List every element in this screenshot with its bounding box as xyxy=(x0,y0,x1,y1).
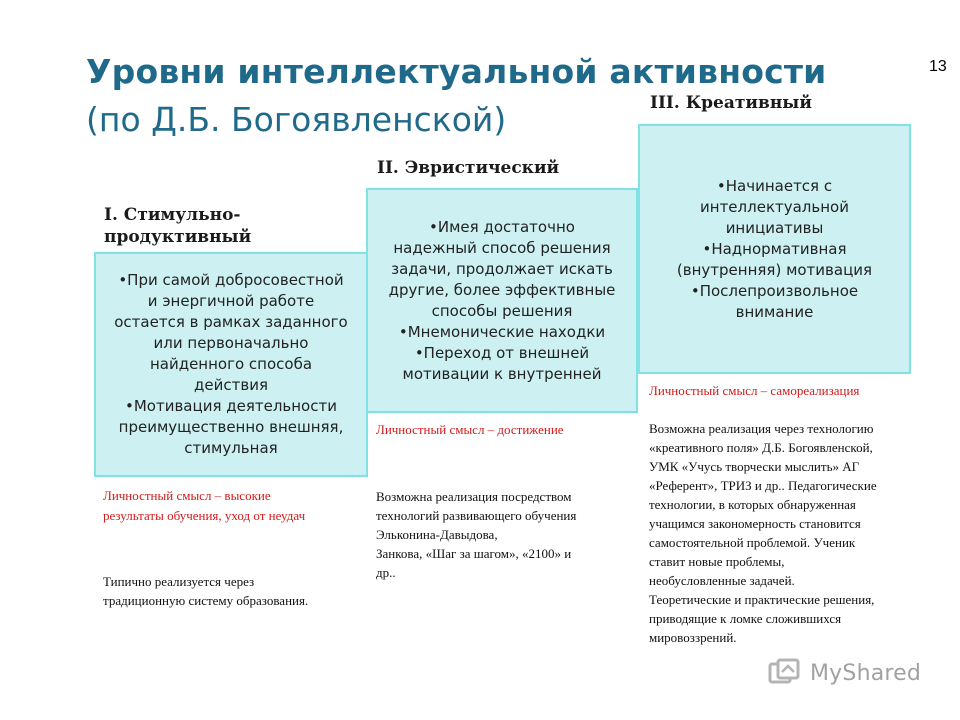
level-1-box xyxy=(94,252,368,477)
level-2-heading-line: II. Эвристический xyxy=(377,158,560,178)
level-3-notes-line: «креативного поля» Д.Б. Богоявленской, xyxy=(649,440,873,455)
level-3-notes-line: Возможна реализация через технологию xyxy=(649,421,874,436)
level-1-notes xyxy=(103,572,308,610)
level-3-box-line: •Надноpмативная xyxy=(702,239,847,258)
level-1-heading xyxy=(104,204,251,248)
level-2-box-line: способы решения xyxy=(431,301,573,320)
level-2-box-line: мотивации к внутренней xyxy=(402,364,602,383)
level-3-box-line: инициативы xyxy=(725,218,824,237)
level-2-box-line: задачи, продолжает искать xyxy=(391,259,613,278)
level-1-meaning xyxy=(103,486,305,526)
level-3-notes-line: приводящие к ломке сложившихся xyxy=(649,611,842,626)
level-3-meaning xyxy=(649,381,859,401)
slide-subtitle: (по Д.Б. Богоявленской) xyxy=(86,100,507,139)
level-2-notes-line: Возможна реализация посредством xyxy=(376,489,572,504)
level-2-box-line: другие, более эффективные xyxy=(388,280,616,299)
level-3-box-line: (внутренняя) мотивация xyxy=(676,260,873,279)
level-1-heading-line: I. Стимульно- xyxy=(104,205,241,225)
level-3-heading-line: III. Креативный xyxy=(650,93,812,113)
level-3-notes-line: необусловленные задачей. xyxy=(649,573,795,588)
level-3-notes-line: мировоззрений. xyxy=(649,630,737,645)
level-3-box-line: интеллектуальной xyxy=(700,197,849,216)
level-3-notes-line: ставит новые проблемы, xyxy=(649,554,785,569)
level-3-box-line: внимание xyxy=(735,302,814,321)
level-3-notes-line: технологии, в которых обнаруженная xyxy=(649,497,856,512)
level-1-box-line: •При самой добросовестной xyxy=(118,271,344,289)
level-2-box-line: •Переход от внешней xyxy=(414,343,590,362)
level-2-notes-line: др.. xyxy=(376,565,396,580)
level-2-box-line: надежный способ решения xyxy=(393,238,611,257)
level-1-heading-line: продуктивный xyxy=(104,227,252,247)
level-3-notes-line: Теоретические и практические решения, xyxy=(649,592,875,607)
level-2-notes-line: Занкова, «Шаг за шагом», «2100» и xyxy=(376,546,572,561)
level-2-box-line: •Мнемонические находки xyxy=(398,322,606,341)
level-2-box-line: •Имея достаточно xyxy=(429,217,575,236)
level-3-notes-line: учащимся закономерность становится xyxy=(649,516,861,531)
watermark-text: MyShared xyxy=(810,660,922,686)
watermark-logo xyxy=(768,658,921,688)
level-1-box-line: найденного способа xyxy=(149,355,313,373)
level-2-meaning-line: Личностный смысл – достижение xyxy=(376,422,564,437)
level-3-notes-line: УМК «Учусь творчески мыслить» АГ xyxy=(649,459,860,474)
level-3-box-line: •Послепроизвольное xyxy=(690,281,859,300)
slides-icon xyxy=(768,658,804,688)
level-1-box-line: остается в рамках заданного xyxy=(114,313,348,331)
level-3-notes-line: «Референт», ТРИЗ и др.. Педагогические xyxy=(649,478,877,493)
level-3-meaning-line: Личностный смысл – самореализация xyxy=(649,383,860,398)
level-2-meaning xyxy=(376,420,564,440)
level-1-meaning-line: Личностный смысл – высокие xyxy=(103,488,271,503)
page-number: 13 xyxy=(929,58,947,75)
level-3-heading xyxy=(650,92,812,114)
level-1-notes-line: традиционную систему образования. xyxy=(103,593,309,608)
level-3-box-line: •Начинается с xyxy=(716,176,833,195)
level-3-box xyxy=(638,124,911,374)
level-3-notes-line: самостоятельной проблемой. Ученик xyxy=(649,535,856,550)
slide-title: Уровни интеллектуальной активности xyxy=(86,52,827,91)
level-2-box xyxy=(366,188,638,413)
level-2-notes-line: технологий развивающего обучения xyxy=(376,508,577,523)
level-1-box-line: преимущественно внешняя, xyxy=(118,418,344,436)
level-2-heading xyxy=(377,157,559,179)
level-1-box-line: •Мотивация деятельности xyxy=(125,397,337,415)
level-1-box-line: и энергичной работе xyxy=(147,292,315,310)
level-1-notes-line: Типично реализуется через xyxy=(103,574,255,589)
level-1-box-line: или первоначально xyxy=(153,334,309,352)
level-2-notes xyxy=(376,487,576,582)
level-2-notes-line: Эльконина-Давыдова, xyxy=(376,527,498,542)
level-1-box-line: действия xyxy=(194,376,268,394)
level-1-box-line: стимульная xyxy=(184,439,278,457)
level-1-meaning-line: результаты обучения, уход от неудач xyxy=(103,508,306,523)
level-3-notes xyxy=(649,419,877,647)
